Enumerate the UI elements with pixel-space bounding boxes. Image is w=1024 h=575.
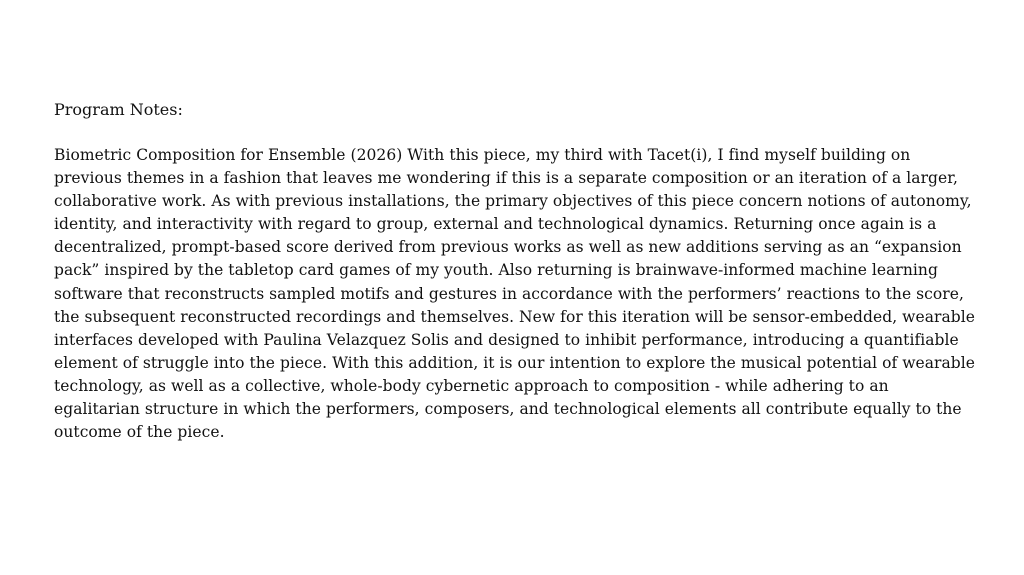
- program-notes: [54, 98, 978, 444]
- program-notes-paragraph: Biometric Composition for Ensemble (2026) With this piece, my third with Tacet(i), I find myself building on previous themes in a fashion that leaves me wondering if this is a separate composition or an iteration of a larger, collaborative work. As with previous installations, the primary objectives of this piece concern notions of autonomy, identity, and interactivity with regard to group, external and technological dynamics. Returning once again is a decentralized, prompt-based score derived from previous works as well as new additions serving as an “expansion pack” inspired by the tabletop card games of my youth. Also returning is brainwave-informed machine learning software that reconstructs sampled motifs and gestures in accordance with the performers’ reactions to the score, the subsequent reconstructed recordings and themselves. New for this iteration will be sensor-embedded, wearable interfaces developed with Paulina Velazquez Solis and designed to inhibit performance, introducing a quantifiable element of struggle into the piece. With this addition, it is our intention to explore the musical potential of wearable technology, as well as a collective, whole-body cybernetic approach to composition - while adhering to an egalitarian structure in which the performers, composers, and technological elements all contribute equally to the outcome of the piece.: [54, 146, 975, 442]
- page-title: Program Notes:: [54, 100, 183, 119]
